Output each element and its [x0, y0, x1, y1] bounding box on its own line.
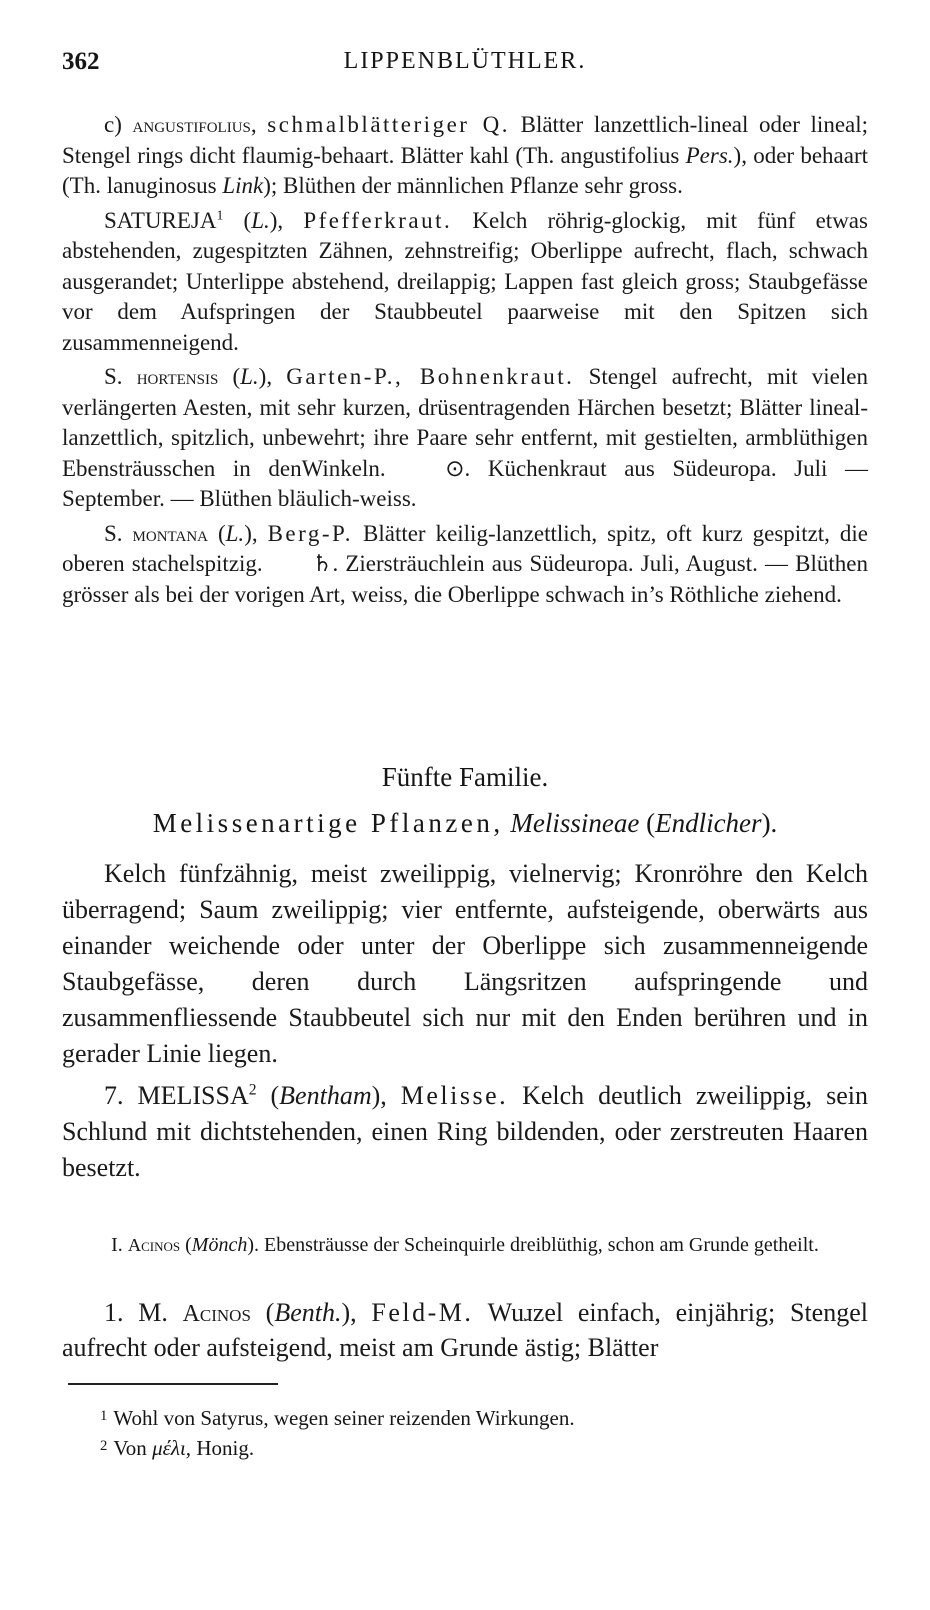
species-section: [62, 1296, 868, 1365]
running-head: LIPPENBLÜTHLER.: [343, 48, 587, 74]
greek-word: μέλι,: [152, 1436, 192, 1461]
common-name: Garten-P., Bohnenkraut.: [286, 364, 575, 389]
common-name: schmalblätteriger Q.: [267, 112, 510, 137]
entry-m-acinos: 1. M. Acinos (Benth.), Feld-M. Wuɹzel einfach, einjährig; Stengel aufrecht oder aufsteigend, meist am Grunde ästig; Blätter: [62, 1298, 868, 1362]
species-name: angustifolius: [132, 113, 251, 137]
footnote: $^2$ Von μέλι, Honig.: [100, 1436, 255, 1461]
family-name: Melissenartige Pflanzen, Melissineae (Endlicher).: [152, 808, 778, 838]
family-description: Kelch fünfzähnig, meist zweilippig, vielnervig; Kronröhre den Kelch überragend; Saum zweilippig; vier entfernte, aufsteigende, oberwärts aus einander weichende oder unter der Oberlippe sich zusammenneigende Staubgefässe, deren durch Längsritzen aufspringende und zusammenfliessende Staubbeutel sich nur mit den Enden berühren und in gerader Linie liegen.: [62, 859, 868, 1068]
family-latin-name: Melissineae: [510, 808, 640, 838]
entry-montana: S. montana (L.), Berg-P. Blätter keilig-lanzettlich, spitz, oft kurz gespitzt, die oberen stachelspitzig. ♄. Ziersträuchlein aus Südeuropa. Juli, August. — Blüthen grösser als bei der vorigen Art, weiss, die Oberlippe schwach in’s Röthliche ziehend.: [62, 520, 869, 607]
shrub-symbol-icon: ♄: [311, 551, 333, 576]
footnote-ref: 1: [216, 206, 224, 222]
family-section: [62, 856, 868, 1186]
footnotes: [100, 1402, 860, 1462]
page-header: [62, 48, 868, 88]
family-title: Fünfte Familie.: [381, 762, 549, 792]
entry-hortensis: S. hortensis (L.), Garten-P., Bohnenkraut. Stengel aufrecht, mit vielen verlängerten Aesten, mit sehr kurzen, drüsentragenden Härchen besetzt; Blätter lineal-lanzettlich, spitzlich, unbewehrt; ihre Paare sehr entfernt, mit gestielten, armblüthigen Ebensträusschen in denWinkeln. ⊙. Küchenkraut aus Südeuropa. Juli — September. — Blüthen bläulich-weiss.: [62, 364, 868, 511]
entry-angustifolius: c) angustifolius, schmalblätteriger Q. Blätter lanzettlich-lineal oder lineal; Stengel rings dicht flaumig-behaart. Blätter kahl (Th. angustifolius Pers.), oder behaart (Th. lanuginosus Link); Blüthen der männlichen Pflanze sehr gross.: [62, 112, 869, 198]
footnote: $^1$ Wohl von Satyrus, wegen seiner reizenden Wirkungen.: [100, 1406, 575, 1431]
species-name: Acinos: [182, 1301, 251, 1327]
footnote-ref: 2: [248, 1081, 257, 1099]
key-acinos: I. Acinos (Mönch). Ebensträusse der Scheinquirle dreiblüthig, schon am Grunde getheilt.: [111, 1234, 819, 1256]
annual-symbol-icon: ⊙: [445, 455, 465, 481]
common-name: Berg-P.: [267, 520, 354, 546]
page-number: 362: [62, 48, 100, 75]
species-name: montana: [132, 521, 208, 546]
footnote-divider: [68, 1383, 278, 1385]
genus-name: SATUREJA: [104, 207, 217, 233]
entry-melissa: 7. MELISSA$^2$ (Bentham), Melisse. Kelch deutlich zweilippig, sein Schlund mit dichtstehenden, einen Ring bildenden, oder zerstreuten Haaren besetzt.: [62, 1081, 868, 1182]
common-name: Feld-M.: [371, 1298, 474, 1327]
upper-entries: [62, 110, 868, 610]
species-name: hortensis: [136, 365, 219, 389]
common-name: Pfefferkraut.: [303, 207, 453, 233]
genus-name: MELISSA: [137, 1081, 249, 1110]
entry-satureja: SATUREJA$^1$ (L.), Pfefferkraut. Kelch röhrig-glockig, mit fünf etwas abstehenden, zugespitzten Zähnen, zehnstreifig; Oberlippe aufrecht, flach, schwach ausgerandet; Unterlippe abstehend, dreilappig; Lappen fast gleich gross; Staubgefässe vor dem Aufspringen der Staubbeutel paarweise mit den Spitzen sich zusammenneigend.: [62, 206, 868, 355]
common-name: Melisse.: [400, 1081, 509, 1110]
